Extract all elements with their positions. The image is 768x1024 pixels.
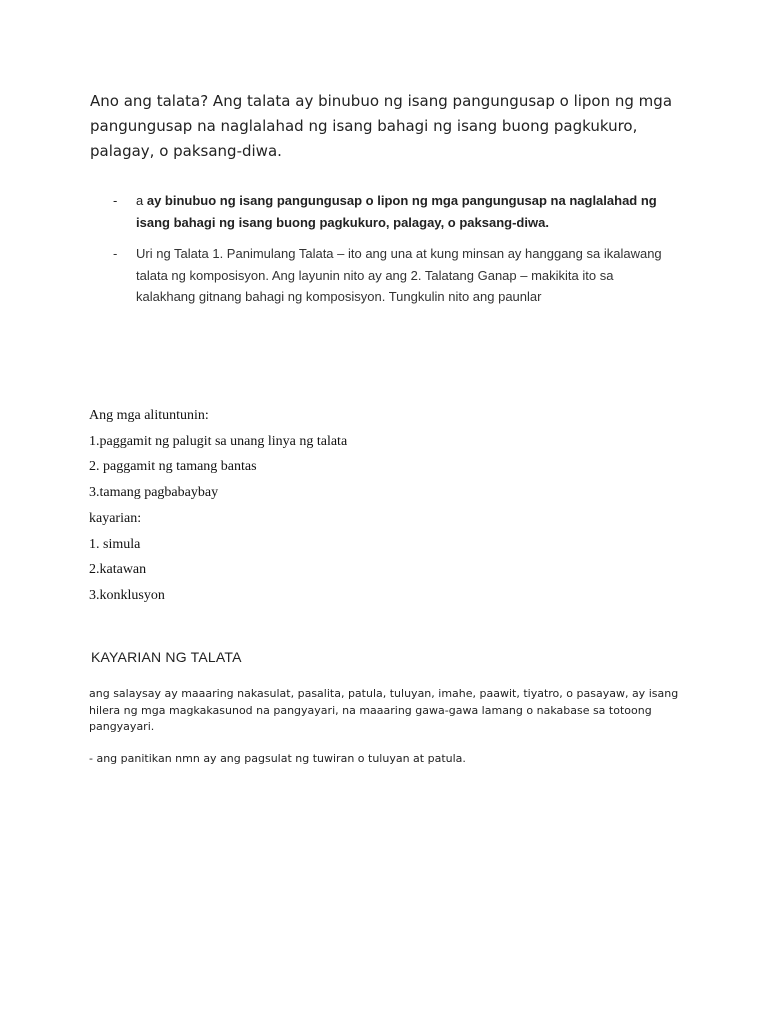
rules-line: 3.konklusyon	[89, 587, 165, 603]
intro-paragraph: Ano ang talata? Ang talata ay binubuo ng isang pangungusap o lipon ng mga pangungusap na naglalahad ng isang bahagi ng isang buong pagkukuro, palagay, o paksang-diwa.	[90, 92, 673, 160]
rules-line: 3.tamang pagbabaybay	[89, 485, 219, 501]
kayarian-heading: KAYARIAN NG TALATA	[91, 649, 242, 665]
rules-line: 1.paggamit ng palugit sa unang linya ng talata	[89, 433, 348, 449]
rules-line: 1. simula	[89, 536, 141, 552]
bullet-text: Uri ng Talata 1. Panimulang Talata – ito ang una at kung minsan ay hanggang sa ikalawang talata ng komposisyon. Ang layunin nito ay ang 2. Talatang Ganap – makikita ito sa kalakhang gitnang bahagi ng komposisyon. Tungkulin nito ang paunlar	[136, 246, 662, 304]
bullet-item-uri-ng-talata	[113, 243, 673, 308]
bullet-dash: -	[113, 246, 118, 261]
bullet-prefix: a	[136, 193, 147, 208]
rules-line: Ang mga alituntunin:	[89, 408, 209, 423]
bullet-list	[113, 190, 673, 308]
kayarian-body	[89, 686, 679, 767]
rules-list	[89, 403, 489, 609]
rules-line: 2.katawan	[89, 562, 147, 578]
kayarian-paragraph: ang salaysay ay maaaring nakasulat, pasalita, patula, tuluyan, imahe, paawit, tiyatro, o pasayaw, ay isang hilera ng mga magkakasunod na pangyayari, na maaaring gawa-gawa lamang o nakabase sa totoong pangyayari.	[89, 687, 679, 733]
kayarian-dash-line: - ang panitikan nmn ay ang pagsulat ng tuwiran o tuluyan at patula.	[89, 751, 466, 765]
rules-line: kayarian:	[89, 510, 142, 526]
rules-line: 2. paggamit ng tamang bantas	[89, 459, 257, 475]
bullet-item-definition	[113, 190, 673, 233]
bullet-bold-text: ay binubuo ng isang pangungusap o lipon ng mga pangungusap na naglalahad ng isang bahagi ng isang buong pagkukuro, palagay, o paksang-diwa.	[136, 193, 657, 230]
bullet-dash: -	[113, 193, 118, 208]
